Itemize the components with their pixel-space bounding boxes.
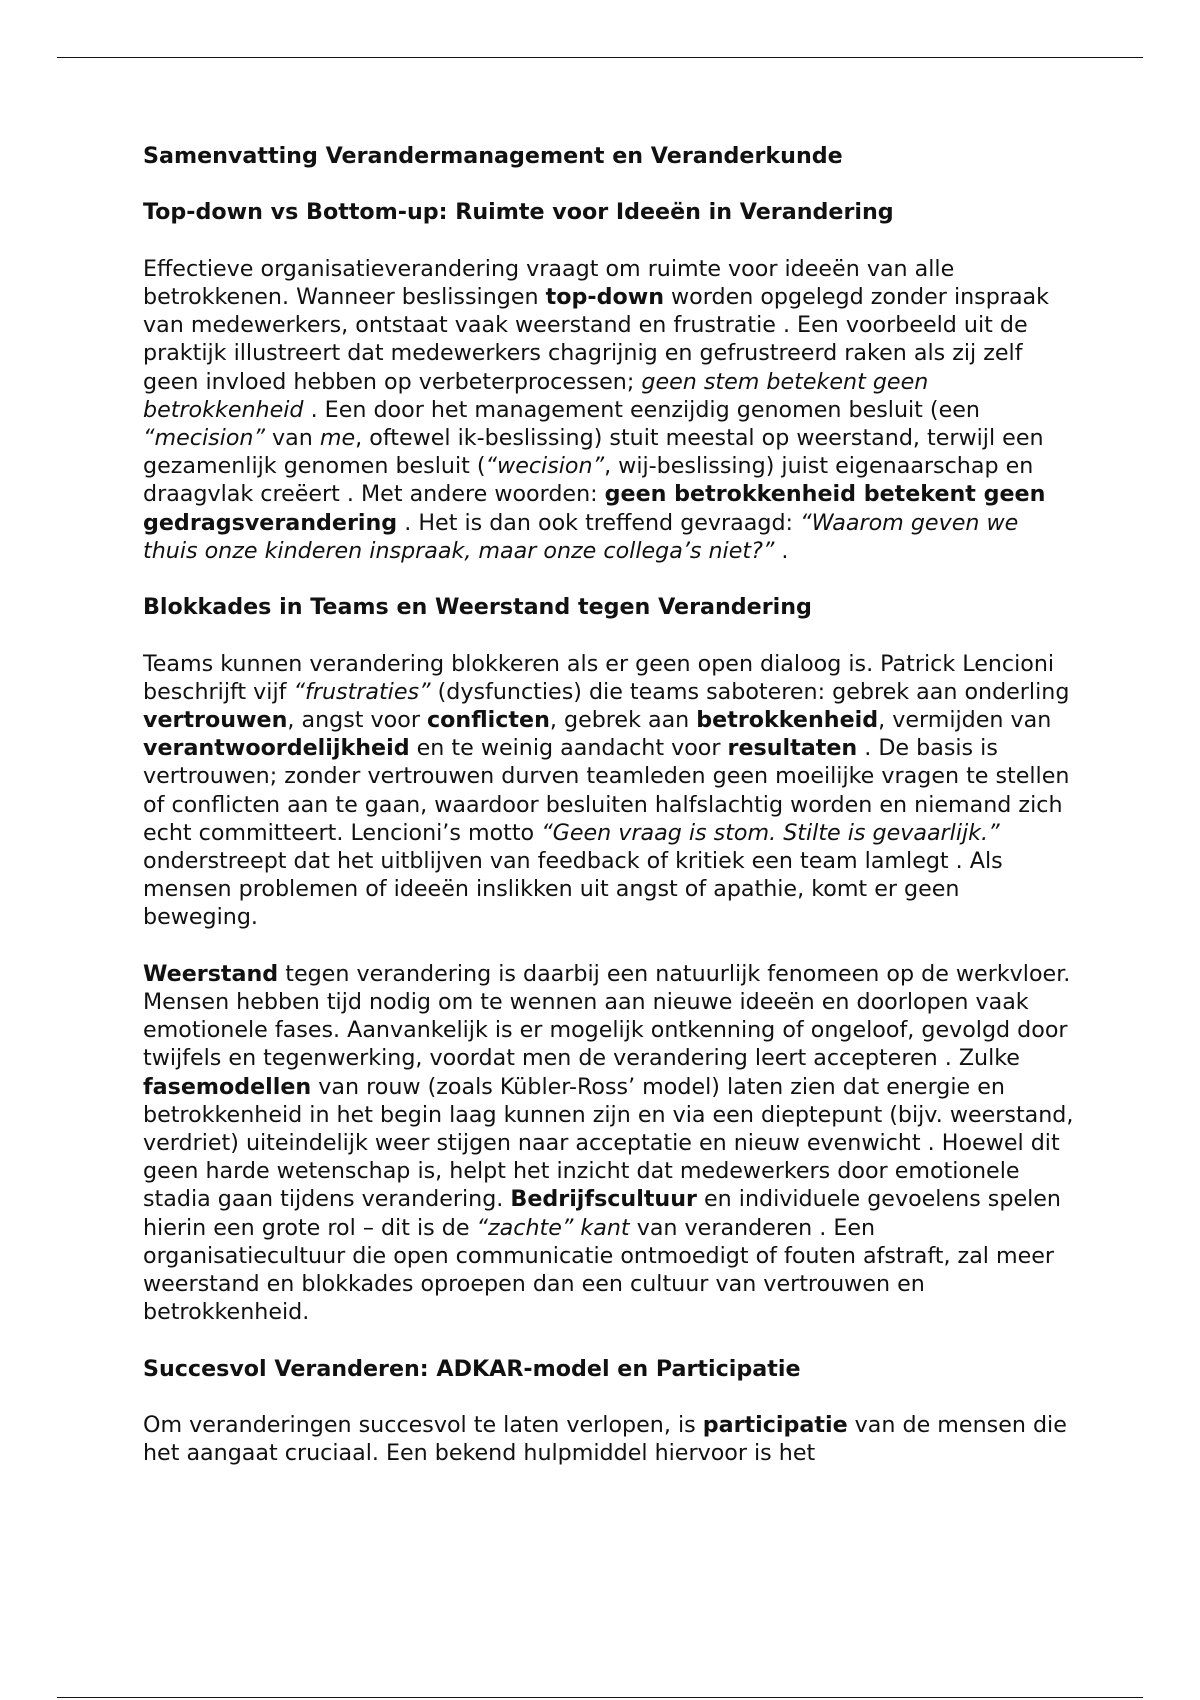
text-run: van veranderen . Een organisatiecultuur die open communicatie ontmoedigt of fouten afstraft, zal meer weerstand en blokkades oproepen dan een cultuur van vertrouwen en betrokkenheid. [143,1214,1055,1326]
bold-term: betrokkenheid [696,707,879,733]
text-run: Om veranderingen succesvol te laten verlopen, is [143,1412,703,1439]
italic-phrase: geen stem betekent geen betrokkenheid [143,368,929,423]
section-heading-adkar: Succesvol Veranderen: ADKAR-model en Participatie [143,1355,801,1382]
bold-term: top-down [545,283,664,310]
text-run: Teams kunnen verandering blokkeren als er geen open dialoog is. Patrick Lencioni beschrijft vijf [143,650,1055,705]
text-run: worden opgelegd zonder inspraak van medewerkers, ontstaat vaak weerstand en frustratie . Een voorbeeld uit de praktijk illustreert dat medewerkers chagrijnig en gefrustreerd raken als zij zelf geen invloed hebben op verbeterprocessen; [143,283,1049,395]
text-run: , wij-beslissing) juist eigenaarschap en draagvlak creëert . Met andere woorden: [143,453,1034,508]
text-run: , angst voor [287,707,428,733]
text-run: van rouw (zoals Kübler-Ross’ model) laten zien dat energie en betrokkenheid in het begin laag kunnen zijn en via een dieptepunt (bijv. weerstand, verdriet) uiteindelijk weer stijgen naar acceptatie en nieuw evenwicht . Hoewel dit geen harde wetenschap is, helpt het inzicht dat medewerkers door emotionele stadia gaan tijdens verandering. [143,1073,1074,1213]
text-run: onderstreept dat het uitblijven van feedback of kritiek een team lamlegt . Als mensen problemen of ideeën inslikken uit angst of apathie, komt er geen beweging. [143,848,1003,931]
italic-phrase: “zachte” kant [476,1214,630,1241]
paragraph-top-down [143,255,1078,565]
bold-term: geen betrokkenheid betekent geen gedragsverandering [143,481,1046,536]
text-run: . Een door het management eenzijdig genomen besluit (een [303,396,980,423]
italic-phrase: “Geen vraag is stom. Stilte is gevaarlijk.” [541,819,1000,846]
document-title: Samenvatting Verandermanagement en Veranderkunde [143,143,843,169]
text-run: tegen verandering is daarbij een natuurlijk fenomeen op de werkvloer. Mensen hebben tijd nodig om te wennen aan nieuwe ideeën en doorlopen vaak emotionele fases. Aanvankelijk is er mogelijk ontkenning of ongeloof, gevolgd door twijfels en tegenwerking, voordat men de verandering leert accepteren . Zulke [143,960,1071,1072]
header-rule [57,57,1143,58]
bold-term: verantwoordelijkheid [143,735,410,762]
text-run: van [264,425,320,451]
text-run: . Het is dan ook treffend gevraagd: [397,509,801,536]
bold-term: resultaten [727,735,858,762]
text-run: van de mensen die het aangaat cruciaal. Een bekend hulpmiddel hiervoor is het [143,1412,1067,1467]
paragraph-adkar [143,1411,1078,1467]
paragraph-blokkades-teams [143,650,1078,932]
italic-phrase: “mecision” [143,425,265,451]
italic-phrase: me [319,425,356,451]
bold-term: fasemodellen [143,1073,312,1100]
text-run: (dysfuncties) die teams saboteren: gebrek aan onderling [430,678,1070,705]
document-body [143,142,1078,1467]
footer-rule [57,1697,1143,1698]
bold-term: vertrouwen [143,707,288,733]
text-run: en te weinig aandacht voor [409,735,728,762]
section-heading-top-down: Top-down vs Bottom-up: Ruimte voor Ideeën in Verandering [143,199,894,226]
text-run: en individuele gevoelens spelen hierin een grote rol – dit is de [143,1186,1061,1241]
text-run: Effectieve organisatieverandering vraagt om ruimte voor ideeën van alle betrokkenen. Wanneer beslissingen [143,255,955,310]
text-run: , gebrek aan [549,707,697,733]
bold-term: Weerstand [143,960,279,987]
italic-phrase: “Waarom geven we thuis onze kinderen inspraak, maar onze collega’s niet?” [143,509,1019,564]
bold-term: participatie [702,1412,848,1439]
text-run: . De basis is vertrouwen; zonder vertrouwen durven teamleden geen moeilijke vragen te stellen of conflicten aan te gaan, waardoor besluiten halfslachtig worden en niemand zich echt committeert. Lencioni’s motto [143,735,1070,846]
text-run: , vermijden van [878,707,1052,733]
bold-term: Bedrijfscultuur [510,1186,697,1213]
paragraph-weerstand [143,960,1078,1327]
italic-phrase: “frustraties” [293,678,431,705]
bold-term: conflicten [427,707,550,733]
italic-phrase: “wecision” [485,453,605,480]
text-run: , oftewel ik-beslissing) stuit meestal op weerstand, terwijl een gezamenlijk genomen besluit ( [143,425,1044,480]
section-heading-blokkades: Blokkades in Teams en Weerstand tegen Verandering [143,594,812,621]
text-run: . [774,537,789,564]
